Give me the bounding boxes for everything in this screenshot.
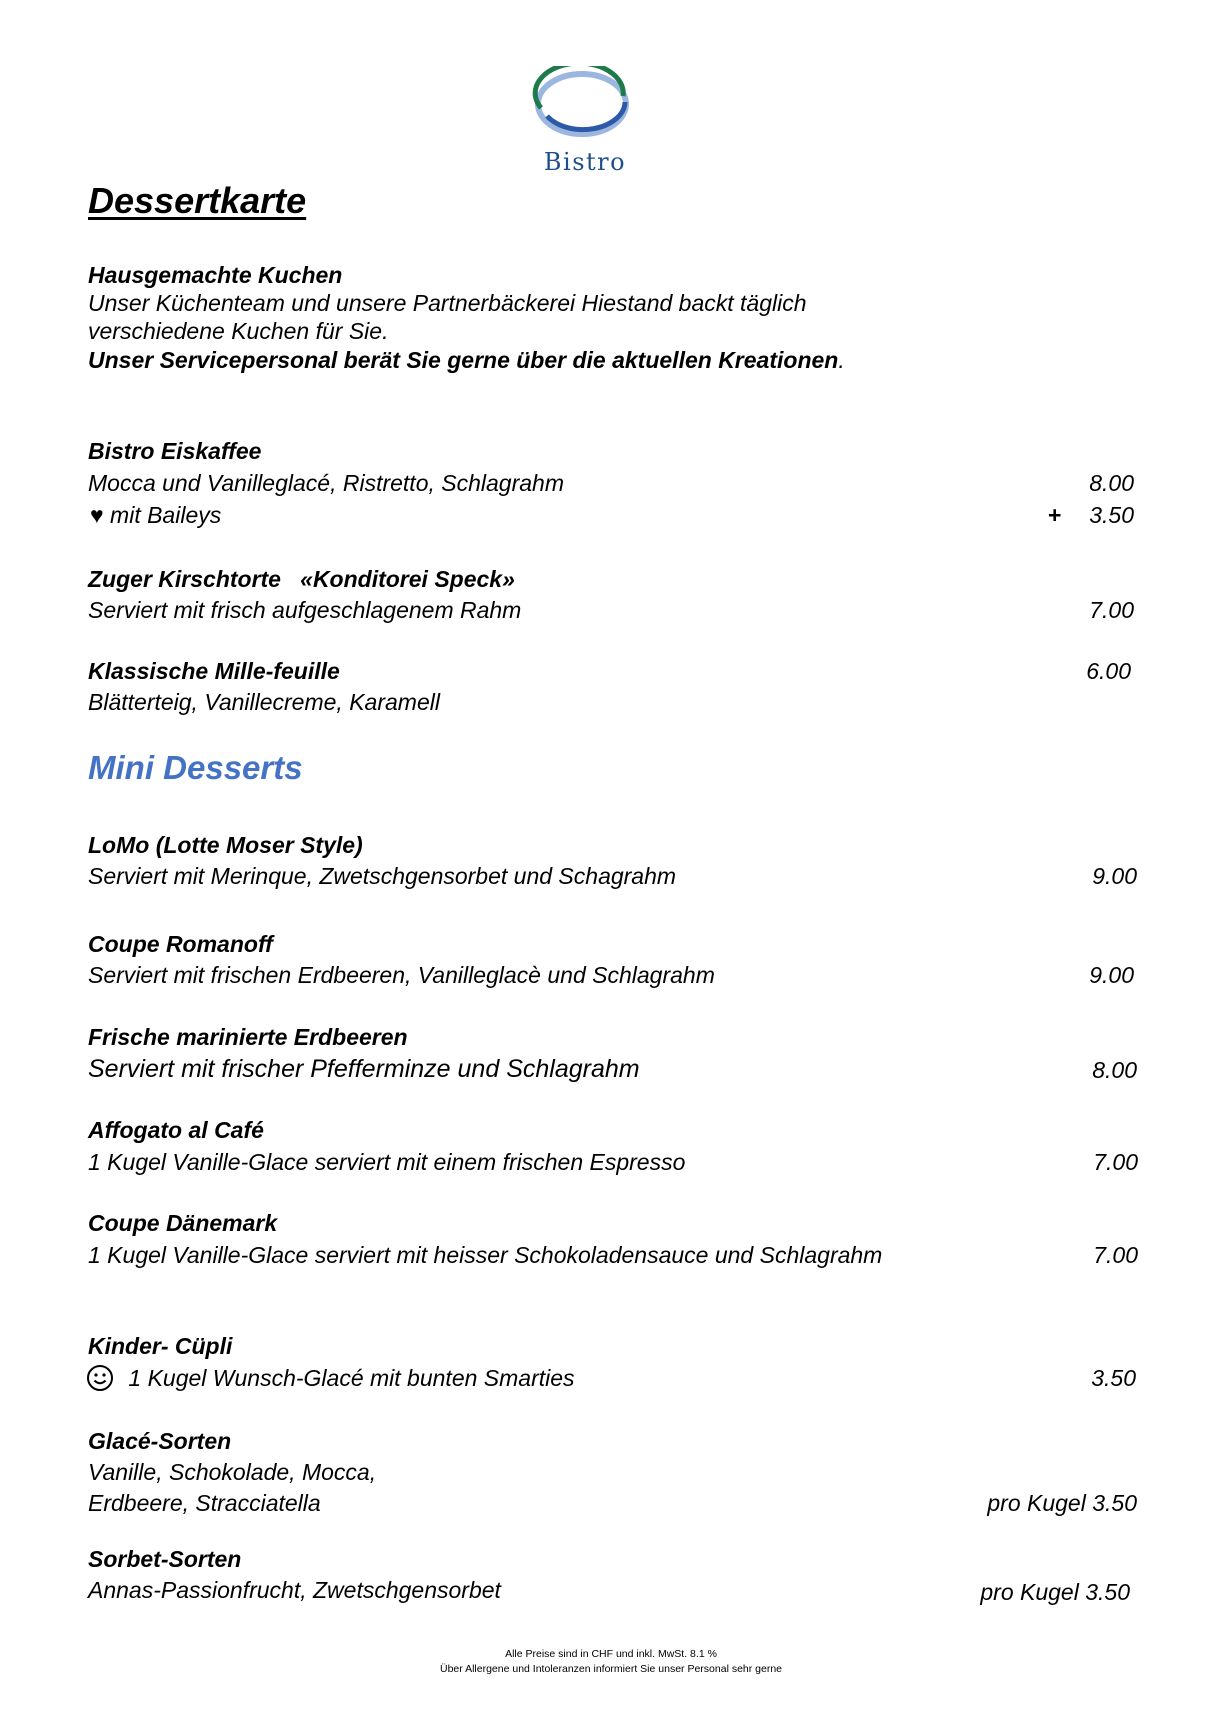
footer-note: Alle Preise sind in CHF und inkl. MwSt. 8.1 % [505,1648,717,1660]
smiley-icon [86,1364,114,1392]
item-price: 8.00 [1092,1057,1137,1083]
footer-note: Über Allergene und Intoleranzen informiert Sie unser Personal sehr gerne [439,1663,783,1675]
item-desc: Annas-Passionfrucht, Zwetschgensorbet [88,1577,501,1603]
item-price: 7.00 [1093,1242,1138,1268]
intro-line-text: Unser Servicepersonal berät Sie gerne über die aktuellen Kreationen [88,347,839,373]
item-price: pro Kugel 3.50 [980,1579,1130,1605]
item-price: 9.00 [1092,863,1137,889]
bistro-logo [525,66,645,176]
extra-plus: + [1048,502,1062,528]
item-desc: Erdbeere, Stracciatella [88,1490,321,1516]
item-price: 7.00 [1089,597,1134,623]
item-name: LoMo (Lotte Moser Style) [88,832,363,858]
item-price: 6.00 [1086,658,1131,684]
item-name-text: Zuger Kirschtorte [88,566,281,592]
item-extra [90,502,221,529]
item-desc: Serviert mit frischer Pfefferminze und Schlagrahm [88,1055,640,1083]
item-price: pro Kugel 3.50 [987,1490,1137,1516]
item-extra-label: mit Baileys [110,502,222,528]
item-name: Glacé-Sorten [88,1428,232,1454]
item-desc: Vanille, Schokolade, Mocca, [88,1459,377,1485]
item-desc: 1 Kugel Wunsch-Glacé mit bunten Smarties [128,1365,575,1391]
item-name: Sorbet-Sorten [88,1546,242,1572]
item-desc: Serviert mit frisch aufgeschlagenem Rahm [88,597,522,623]
item-desc: Serviert mit frischen Erdbeeren, Vanilleglacè und Schlagrahm [88,962,715,988]
item-name [88,566,515,593]
page-title: Dessertkarte [88,180,307,221]
item-price: 9.00 [1089,962,1134,988]
intro-line-end: . [838,347,845,373]
item-name: Coupe Dänemark [88,1210,278,1236]
intro-line: Unser Küchenteam und unsere Partnerbäckerei Hiestand backt täglich [88,290,807,316]
item-desc: 1 Kugel Vanille-Glace serviert mit einem frischen Espresso [88,1149,686,1175]
logo-text: Bistro [543,148,627,176]
item-name: Kinder- Cüpli [88,1333,233,1359]
item-name-suffix: «Konditorei Speck» [300,566,515,592]
item-name: Bistro Eiskaffee [88,438,262,464]
item-desc: Mocca und Vanilleglacé, Ristretto, Schlagrahm [88,470,564,496]
item-extra-price: 3.50 [1089,502,1134,528]
item-name: Frische marinierte Erdbeeren [88,1024,408,1050]
item-desc: Serviert mit Merinque, Zwetschgensorbet und Schagrahm [88,863,677,889]
intro-line-bold [88,347,845,374]
item-price: 8.00 [1089,470,1134,496]
intro-line: verschiedene Kuchen für Sie. [88,318,389,344]
intro-heading: Hausgemachte Kuchen [88,262,343,288]
item-price: 7.00 [1093,1149,1138,1175]
logo-swoosh-icon [527,66,637,146]
heart-icon: ♥ [90,502,104,528]
item-desc: 1 Kugel Vanille-Glace serviert mit heisser Schokoladensauce und Schlagrahm [88,1242,883,1268]
section-heading: Mini Desserts [88,749,303,786]
item-name: Klassische Mille-feuille [88,658,340,684]
item-name: Coupe Romanoff [88,931,273,957]
item-desc: Blätterteig, Vanillecreme, Karamell [88,689,440,715]
item-price: 3.50 [1091,1365,1136,1391]
item-name: Affogato al Café [88,1117,264,1143]
item-desc-row [86,1364,575,1392]
